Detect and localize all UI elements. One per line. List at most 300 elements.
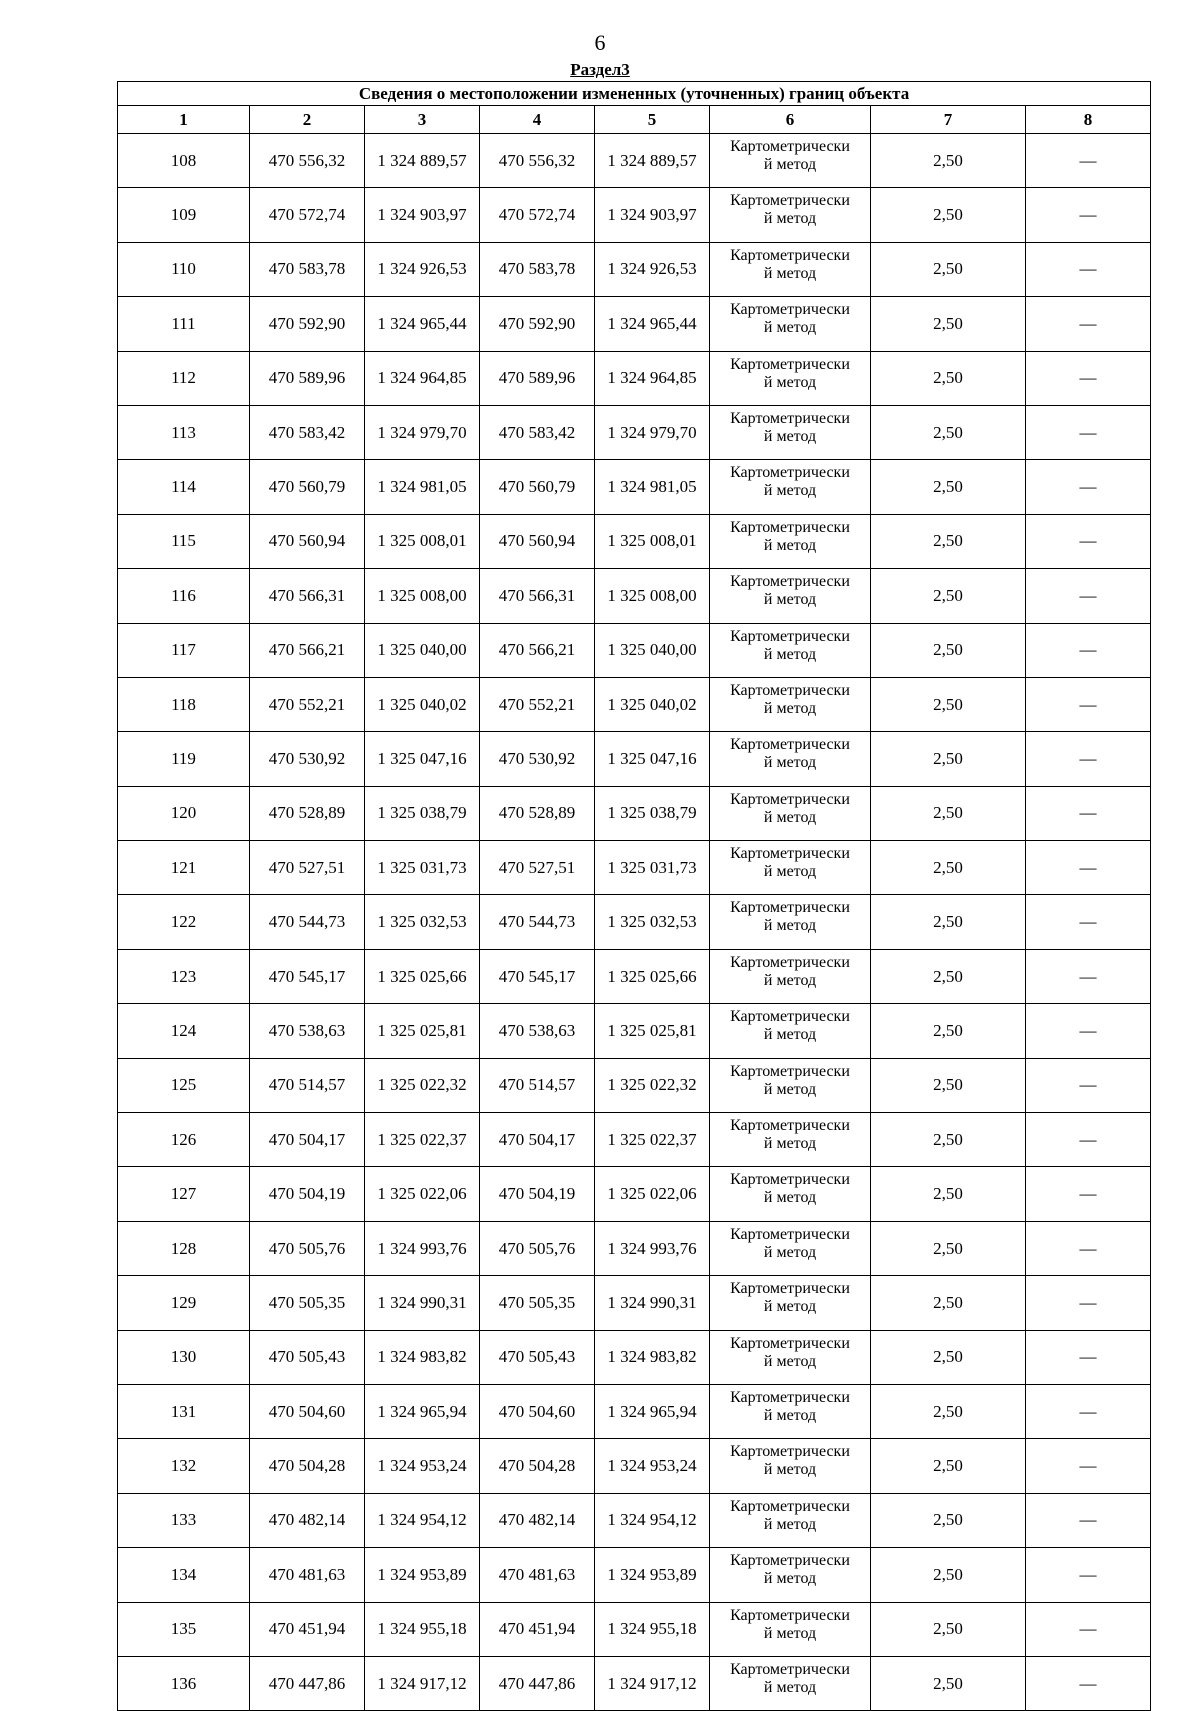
new-y-cell: 1 324 965,94 — [595, 1384, 710, 1438]
precision-cell: 2,50 — [871, 623, 1026, 677]
description-cell: — — [1026, 1384, 1151, 1438]
method-cell — [710, 949, 871, 1003]
new-y-cell: 1 325 031,73 — [595, 841, 710, 895]
precision-cell: 2,50 — [871, 1058, 1026, 1112]
method-text-line-1: Картометрически — [730, 1552, 850, 1570]
table-row — [118, 297, 1151, 351]
description-cell: — — [1026, 1167, 1151, 1221]
new-x-cell: 470 583,42 — [480, 405, 595, 459]
new-x-cell: 470 505,35 — [480, 1276, 595, 1330]
table-row — [118, 677, 1151, 731]
point-number-cell: 116 — [118, 569, 250, 623]
old-y-cell: 1 325 047,16 — [365, 732, 480, 786]
point-number-cell: 118 — [118, 677, 250, 731]
description-cell: — — [1026, 1656, 1151, 1710]
old-y-cell: 1 324 889,57 — [365, 134, 480, 188]
method-cell — [710, 1058, 871, 1112]
method-text-line-1: Картометрически — [730, 681, 850, 699]
table-row — [118, 1656, 1151, 1710]
method-text-line-2: й метод — [763, 1135, 817, 1153]
point-number-cell: 128 — [118, 1221, 250, 1275]
method-text-line-1: Картометрически — [730, 138, 850, 155]
old-x-cell: 470 566,31 — [250, 569, 365, 623]
new-x-cell: 470 556,32 — [480, 134, 595, 188]
table-body — [118, 134, 1151, 1711]
precision-cell: 2,50 — [871, 841, 1026, 895]
new-x-cell: 470 505,43 — [480, 1330, 595, 1384]
table-row — [118, 1221, 1151, 1275]
point-number-cell: 119 — [118, 732, 250, 786]
page-number: 6 — [594, 30, 606, 55]
method-text-line-2: й метод — [763, 427, 817, 445]
column-number: 2 — [250, 106, 365, 134]
point-number-cell: 115 — [118, 514, 250, 568]
old-y-cell: 1 325 032,53 — [365, 895, 480, 949]
point-number-cell: 130 — [118, 1330, 250, 1384]
method-text-line-2: й метод — [763, 1352, 817, 1370]
description-cell: — — [1026, 188, 1151, 242]
method-cell — [710, 1167, 871, 1221]
precision-cell: 2,50 — [871, 949, 1026, 1003]
table-row — [118, 1058, 1151, 1112]
table-row — [118, 1113, 1151, 1167]
new-x-cell: 470 451,94 — [480, 1602, 595, 1656]
precision-cell: 2,50 — [871, 786, 1026, 840]
table-row — [118, 134, 1151, 188]
new-x-cell: 470 560,94 — [480, 514, 595, 568]
method-cell — [710, 134, 871, 188]
description-cell: — — [1026, 1493, 1151, 1547]
old-x-cell: 470 592,90 — [250, 297, 365, 351]
new-x-cell: 470 552,21 — [480, 677, 595, 731]
description-cell: — — [1026, 242, 1151, 296]
column-number: 1 — [118, 106, 250, 134]
description-cell: — — [1026, 569, 1151, 623]
table-row — [118, 569, 1151, 623]
precision-cell: 2,50 — [871, 732, 1026, 786]
method-text-line-1: Картометрически — [730, 518, 850, 536]
table-row — [118, 460, 1151, 514]
column-number: 5 — [595, 106, 710, 134]
precision-cell: 2,50 — [871, 1276, 1026, 1330]
point-number-cell: 121 — [118, 841, 250, 895]
table-row — [118, 405, 1151, 459]
method-text-line-1: Картометрически — [730, 1443, 850, 1461]
new-x-cell: 470 504,17 — [480, 1113, 595, 1167]
old-y-cell: 1 325 025,66 — [365, 949, 480, 1003]
old-x-cell: 470 572,74 — [250, 188, 365, 242]
precision-cell: 2,50 — [871, 1167, 1026, 1221]
column-number: 8 — [1026, 106, 1151, 134]
method-text-line-2: й метод — [763, 482, 817, 500]
method-text-line-1: Картометрически — [730, 736, 850, 754]
method-cell — [710, 1493, 871, 1547]
method-text-line-1: Картометрически — [730, 1334, 850, 1352]
point-number-cell: 131 — [118, 1384, 250, 1438]
old-x-cell: 470 583,42 — [250, 405, 365, 459]
old-y-cell: 1 325 008,01 — [365, 514, 480, 568]
precision-cell: 2,50 — [871, 1384, 1026, 1438]
old-x-cell: 470 589,96 — [250, 351, 365, 405]
table-row — [118, 1602, 1151, 1656]
table-row — [118, 351, 1151, 405]
old-y-cell: 1 325 025,81 — [365, 1004, 480, 1058]
method-cell — [710, 1330, 871, 1384]
point-number-cell: 126 — [118, 1113, 250, 1167]
new-y-cell: 1 325 038,79 — [595, 786, 710, 840]
method-text-line-2: й метод — [763, 1678, 817, 1696]
new-y-cell: 1 325 025,81 — [595, 1004, 710, 1058]
point-number-cell: 122 — [118, 895, 250, 949]
point-number-cell: 125 — [118, 1058, 250, 1112]
old-y-cell: 1 324 964,85 — [365, 351, 480, 405]
table-row — [118, 1004, 1151, 1058]
table-caption: Сведения о местоположении измененных (уточненных) границ объекта — [118, 82, 1151, 106]
new-y-cell: 1 325 008,01 — [595, 514, 710, 568]
new-y-cell: 1 324 889,57 — [595, 134, 710, 188]
method-text-line-1: Картометрически — [730, 1497, 850, 1515]
method-text-line-2: й метод — [763, 863, 817, 881]
precision-cell: 2,50 — [871, 1656, 1026, 1710]
new-x-cell: 470 560,79 — [480, 460, 595, 514]
old-y-cell: 1 325 022,37 — [365, 1113, 480, 1167]
table-row — [118, 841, 1151, 895]
method-text-line-2: й метод — [763, 1515, 817, 1533]
precision-cell: 2,50 — [871, 1113, 1026, 1167]
method-text-line-2: й метод — [763, 754, 817, 772]
precision-cell: 2,50 — [871, 297, 1026, 351]
method-cell — [710, 1548, 871, 1602]
new-x-cell: 470 505,76 — [480, 1221, 595, 1275]
method-cell — [710, 405, 871, 459]
method-text-line-1: Картометрически — [730, 355, 850, 373]
new-y-cell: 1 324 979,70 — [595, 405, 710, 459]
new-x-cell: 470 544,73 — [480, 895, 595, 949]
method-text-line-1: Картометрически — [730, 464, 850, 482]
method-cell — [710, 569, 871, 623]
point-number-cell: 110 — [118, 242, 250, 296]
method-cell — [710, 351, 871, 405]
method-text-line-2: й метод — [763, 536, 817, 554]
table-row — [118, 1330, 1151, 1384]
point-number-cell: 136 — [118, 1656, 250, 1710]
method-text-line-1: Картометрически — [730, 1062, 850, 1080]
description-cell: — — [1026, 1439, 1151, 1493]
new-x-cell: 470 589,96 — [480, 351, 595, 405]
precision-cell: 2,50 — [871, 351, 1026, 405]
new-x-cell: 470 592,90 — [480, 297, 595, 351]
description-cell: — — [1026, 677, 1151, 731]
method-text-line-1: Картометрически — [730, 899, 850, 917]
new-x-cell: 470 583,78 — [480, 242, 595, 296]
method-text-line-1: Картометрически — [730, 573, 850, 591]
table-row — [118, 242, 1151, 296]
old-x-cell: 470 482,14 — [250, 1493, 365, 1547]
new-y-cell: 1 324 993,76 — [595, 1221, 710, 1275]
method-cell — [710, 242, 871, 296]
description-cell: — — [1026, 732, 1151, 786]
old-y-cell: 1 324 965,44 — [365, 297, 480, 351]
new-x-cell: 470 545,17 — [480, 949, 595, 1003]
new-x-cell: 470 527,51 — [480, 841, 595, 895]
method-text-line-1: Картометрически — [730, 246, 850, 264]
table-row — [118, 1548, 1151, 1602]
new-y-cell: 1 324 903,97 — [595, 188, 710, 242]
precision-cell: 2,50 — [871, 134, 1026, 188]
description-cell: — — [1026, 1330, 1151, 1384]
table-row — [118, 786, 1151, 840]
description-cell: — — [1026, 786, 1151, 840]
table-row — [118, 732, 1151, 786]
point-number-cell: 135 — [118, 1602, 250, 1656]
new-x-cell: 470 481,63 — [480, 1548, 595, 1602]
new-y-cell: 1 324 954,12 — [595, 1493, 710, 1547]
section-title: Раздел3 — [570, 60, 630, 79]
old-y-cell: 1 325 022,06 — [365, 1167, 480, 1221]
method-cell — [710, 677, 871, 731]
method-cell — [710, 786, 871, 840]
old-x-cell: 470 505,76 — [250, 1221, 365, 1275]
method-text-line-2: й метод — [763, 210, 817, 228]
new-x-cell: 470 566,21 — [480, 623, 595, 677]
method-text-line-2: й метод — [763, 1624, 817, 1642]
description-cell: — — [1026, 134, 1151, 188]
new-x-cell: 470 504,19 — [480, 1167, 595, 1221]
point-number-cell: 117 — [118, 623, 250, 677]
old-y-cell: 1 324 990,31 — [365, 1276, 480, 1330]
method-text-line-1: Картометрически — [730, 1008, 850, 1026]
old-x-cell: 470 505,43 — [250, 1330, 365, 1384]
old-x-cell: 470 556,32 — [250, 134, 365, 188]
method-cell — [710, 1602, 871, 1656]
old-x-cell: 470 504,60 — [250, 1384, 365, 1438]
method-text-line-1: Картометрически — [730, 953, 850, 971]
new-y-cell: 1 325 022,32 — [595, 1058, 710, 1112]
description-cell: — — [1026, 297, 1151, 351]
new-x-cell: 470 482,14 — [480, 1493, 595, 1547]
table-row — [118, 188, 1151, 242]
old-x-cell: 470 505,35 — [250, 1276, 365, 1330]
method-cell — [710, 1004, 871, 1058]
new-y-cell: 1 324 965,44 — [595, 297, 710, 351]
description-cell: — — [1026, 949, 1151, 1003]
old-y-cell: 1 324 983,82 — [365, 1330, 480, 1384]
old-y-cell: 1 325 008,00 — [365, 569, 480, 623]
description-cell: — — [1026, 514, 1151, 568]
old-x-cell: 470 552,21 — [250, 677, 365, 731]
precision-cell: 2,50 — [871, 514, 1026, 568]
old-x-cell: 470 530,92 — [250, 732, 365, 786]
old-y-cell: 1 324 953,89 — [365, 1548, 480, 1602]
new-x-cell: 470 447,86 — [480, 1656, 595, 1710]
new-y-cell: 1 324 953,24 — [595, 1439, 710, 1493]
new-y-cell: 1 325 040,02 — [595, 677, 710, 731]
old-x-cell: 470 481,63 — [250, 1548, 365, 1602]
description-cell: — — [1026, 1276, 1151, 1330]
old-y-cell: 1 324 965,94 — [365, 1384, 480, 1438]
description-cell: — — [1026, 841, 1151, 895]
method-text-line-2: й метод — [763, 1243, 817, 1261]
point-number-cell: 120 — [118, 786, 250, 840]
description-cell: — — [1026, 895, 1151, 949]
description-cell: — — [1026, 351, 1151, 405]
old-y-cell: 1 325 031,73 — [365, 841, 480, 895]
new-x-cell: 470 504,60 — [480, 1384, 595, 1438]
method-cell — [710, 1656, 871, 1710]
new-y-cell: 1 324 964,85 — [595, 351, 710, 405]
point-number-cell: 127 — [118, 1167, 250, 1221]
precision-cell: 2,50 — [871, 895, 1026, 949]
method-text-line-2: й метод — [763, 1298, 817, 1316]
column-number: 3 — [365, 106, 480, 134]
old-x-cell: 470 504,17 — [250, 1113, 365, 1167]
point-number-cell: 134 — [118, 1548, 250, 1602]
method-text-line-2: й метод — [763, 1570, 817, 1588]
column-number-row — [118, 106, 1151, 134]
description-cell: — — [1026, 1004, 1151, 1058]
precision-cell: 2,50 — [871, 1602, 1026, 1656]
old-y-cell: 1 324 954,12 — [365, 1493, 480, 1547]
old-y-cell: 1 324 981,05 — [365, 460, 480, 514]
new-x-cell: 470 530,92 — [480, 732, 595, 786]
method-text-line-2: й метод — [763, 156, 817, 173]
method-cell — [710, 188, 871, 242]
method-text-line-2: й метод — [763, 699, 817, 717]
column-number: 4 — [480, 106, 595, 134]
new-y-cell: 1 325 008,00 — [595, 569, 710, 623]
old-y-cell: 1 325 022,32 — [365, 1058, 480, 1112]
method-text-line-1: Картометрически — [730, 192, 850, 210]
old-x-cell: 470 538,63 — [250, 1004, 365, 1058]
point-number-cell: 113 — [118, 405, 250, 459]
old-x-cell: 470 545,17 — [250, 949, 365, 1003]
method-text-line-2: й метод — [763, 1189, 817, 1207]
description-cell: — — [1026, 1548, 1151, 1602]
old-y-cell: 1 324 953,24 — [365, 1439, 480, 1493]
point-number-cell: 114 — [118, 460, 250, 514]
method-text-line-2: й метод — [763, 1080, 817, 1098]
method-cell — [710, 1113, 871, 1167]
boundary-table — [117, 81, 1151, 1711]
method-text-line-2: й метод — [763, 373, 817, 391]
method-cell — [710, 732, 871, 786]
new-y-cell: 1 325 022,06 — [595, 1167, 710, 1221]
method-cell — [710, 297, 871, 351]
precision-cell: 2,50 — [871, 242, 1026, 296]
old-x-cell: 470 528,89 — [250, 786, 365, 840]
precision-cell: 2,50 — [871, 1439, 1026, 1493]
new-y-cell: 1 325 040,00 — [595, 623, 710, 677]
method-cell — [710, 514, 871, 568]
new-y-cell: 1 324 981,05 — [595, 460, 710, 514]
new-y-cell: 1 325 047,16 — [595, 732, 710, 786]
old-x-cell: 470 583,78 — [250, 242, 365, 296]
method-cell — [710, 460, 871, 514]
precision-cell: 2,50 — [871, 1330, 1026, 1384]
old-x-cell: 470 447,86 — [250, 1656, 365, 1710]
precision-cell: 2,50 — [871, 460, 1026, 514]
method-text-line-2: й метод — [763, 917, 817, 935]
table-row — [118, 1167, 1151, 1221]
point-number-cell: 124 — [118, 1004, 250, 1058]
table-row — [118, 1384, 1151, 1438]
method-text-line-2: й метод — [763, 1461, 817, 1479]
point-number-cell: 111 — [118, 297, 250, 351]
old-y-cell: 1 324 979,70 — [365, 405, 480, 459]
column-number: 7 — [871, 106, 1026, 134]
method-cell — [710, 623, 871, 677]
new-y-cell: 1 324 955,18 — [595, 1602, 710, 1656]
new-y-cell: 1 324 983,82 — [595, 1330, 710, 1384]
method-cell — [710, 1221, 871, 1275]
old-y-cell: 1 324 955,18 — [365, 1602, 480, 1656]
method-cell — [710, 895, 871, 949]
old-x-cell: 470 544,73 — [250, 895, 365, 949]
point-number-cell: 123 — [118, 949, 250, 1003]
old-x-cell: 470 514,57 — [250, 1058, 365, 1112]
method-text-line-2: й метод — [763, 645, 817, 663]
precision-cell: 2,50 — [871, 677, 1026, 731]
method-text-line-1: Картометрически — [730, 1117, 850, 1135]
method-text-line-1: Картометрически — [730, 1225, 850, 1243]
old-x-cell: 470 527,51 — [250, 841, 365, 895]
description-cell: — — [1026, 1602, 1151, 1656]
method-text-line-1: Картометрически — [730, 409, 850, 427]
table-row — [118, 949, 1151, 1003]
method-text-line-1: Картометрически — [730, 1171, 850, 1189]
method-cell — [710, 1439, 871, 1493]
old-x-cell: 470 560,79 — [250, 460, 365, 514]
old-x-cell: 470 504,19 — [250, 1167, 365, 1221]
new-y-cell: 1 325 022,37 — [595, 1113, 710, 1167]
precision-cell: 2,50 — [871, 188, 1026, 242]
method-text-line-2: й метод — [763, 319, 817, 337]
precision-cell: 2,50 — [871, 1004, 1026, 1058]
method-text-line-2: й метод — [763, 1026, 817, 1044]
table-row — [118, 514, 1151, 568]
old-x-cell: 470 560,94 — [250, 514, 365, 568]
point-number-cell: 109 — [118, 188, 250, 242]
method-text-line-2: й метод — [763, 808, 817, 826]
method-text-line-1: Картометрически — [730, 1280, 850, 1298]
precision-cell: 2,50 — [871, 1548, 1026, 1602]
method-text-line-1: Картометрически — [730, 790, 850, 808]
point-number-cell: 112 — [118, 351, 250, 405]
method-text-line-1: Картометрически — [730, 1606, 850, 1624]
method-text-line-1: Картометрически — [730, 845, 850, 863]
table-row — [118, 1276, 1151, 1330]
description-cell: — — [1026, 623, 1151, 677]
table-row — [118, 1439, 1151, 1493]
method-text-line-2: й метод — [763, 264, 817, 282]
new-y-cell: 1 325 032,53 — [595, 895, 710, 949]
old-y-cell: 1 325 040,00 — [365, 623, 480, 677]
description-cell: — — [1026, 1113, 1151, 1167]
table-row — [118, 1493, 1151, 1547]
new-x-cell: 470 514,57 — [480, 1058, 595, 1112]
new-y-cell: 1 324 917,12 — [595, 1656, 710, 1710]
new-y-cell: 1 324 953,89 — [595, 1548, 710, 1602]
new-y-cell: 1 324 990,31 — [595, 1276, 710, 1330]
old-y-cell: 1 325 038,79 — [365, 786, 480, 840]
method-text-line-2: й метод — [763, 971, 817, 989]
method-cell — [710, 1384, 871, 1438]
point-number-cell: 132 — [118, 1439, 250, 1493]
method-cell — [710, 1276, 871, 1330]
precision-cell: 2,50 — [871, 569, 1026, 623]
old-y-cell: 1 324 917,12 — [365, 1656, 480, 1710]
method-cell — [710, 841, 871, 895]
